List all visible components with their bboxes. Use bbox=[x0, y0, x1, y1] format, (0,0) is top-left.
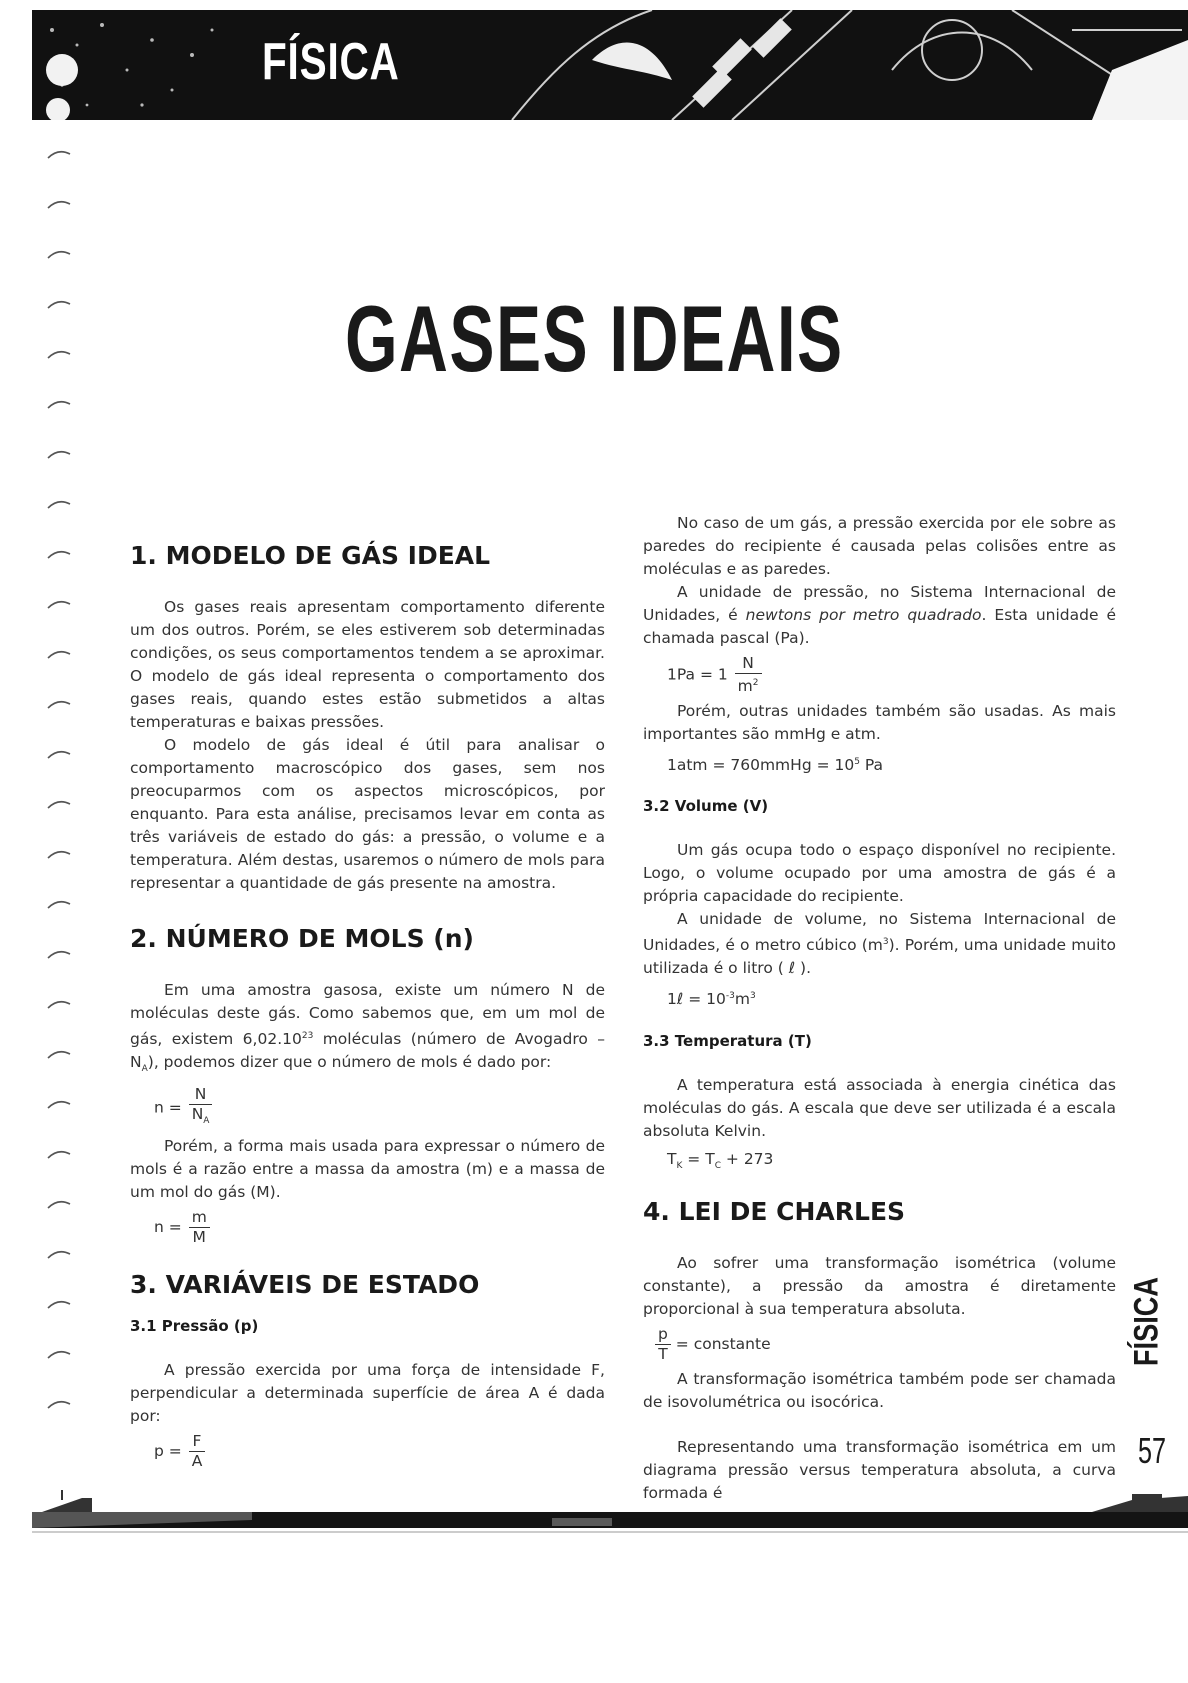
header-banner bbox=[32, 10, 1188, 120]
section1-paragraph-2: O modelo de gás ideal é útil para analisar o comportamento macroscópico dos gases, sem nos preocuparmos com os aspectos microscópicos, por enquanto. Para esta análise, precisamos levar em conta as três variáveis de estado do gás: a pressão, o volume e a temperatura. Além destas, usaremos o número de mols para representar a quantidade de gás presente na amostra. bbox=[130, 736, 605, 892]
section1-paragraph-1: Os gases reais apresentam comportamento diferente um dos outros. Porém, se eles estiverem sob determinadas condições, os seus comportamentos tendem a se aproximar. O modelo de gás ideal representa o comportamento dos gases reais, quando estes estão submetidos a altas temperaturas e baixas pressões. bbox=[130, 598, 605, 731]
footer-band bbox=[32, 1490, 1188, 1560]
subsection-heading-3-2: 3.2 Volume (V) bbox=[643, 797, 769, 816]
subsection-heading-3-1: 3.1 Pressão (p) bbox=[130, 1317, 259, 1336]
section-heading-3: 3. VARIÁVEIS DE ESTADO bbox=[130, 1270, 480, 1300]
pressure-paragraph-1: No caso de um gás, a pressão exercida por ele sobre as paredes do recipiente é causada pelas colisões entre as moléculas e as paredes. bbox=[643, 514, 1116, 578]
charles-paragraph-1: Ao sofrer uma transformação isométrica (volume constante), a pressão da amostra é diretamente proporcional à sua temperatura absoluta. bbox=[643, 1253, 1116, 1318]
section-heading-1: 1. MODELO DE GÁS IDEAL bbox=[130, 541, 491, 570]
formula-kelvin: $T_K = T_C + 273$ bbox=[667, 1149, 774, 1171]
page-number: 57 bbox=[1138, 1430, 1167, 1471]
temperature-paragraph-1: A temperatura está associada à energia cinética das moléculas do gás. A escala que deve ser utilizada é a escala absoluta Kelvin. bbox=[643, 1075, 1116, 1140]
left-column bbox=[130, 540, 605, 1475]
formula-charles: $\frac{p}{T}$ = constante bbox=[643, 1325, 1116, 1364]
page-title: GASES IDEAIS bbox=[344, 286, 844, 391]
charles-paragraph-3: Representando uma transformação isométrica em um diagrama pressão versus temperatura absoluta, a curva formada é bbox=[643, 1437, 1116, 1502]
pressure-paragraph-3: Porém, outras unidades também são usadas. As mais importantes são mmHg e atm. bbox=[643, 702, 1116, 744]
section2-paragraph-1: Em uma amostra gasosa, existe um número N de moléculas deste gás. Como sabemos que, em um mol de gás, existem 6,02.10$^{23}$ moléculas (número de Avogadro – $N_A$), podemos dizer que o número de mols é dado por: bbox=[130, 981, 605, 1075]
pressure-paragraph-2: A unidade de pressão, no Sistema Internacional de Unidades, é newtons por metro quadrado. Esta unidade é chamada pascal (Pa). bbox=[643, 583, 1117, 647]
subsection-heading-3-3: 3.3 Temperatura (T) bbox=[643, 1031, 812, 1050]
volume-paragraph-2: A unidade de volume, no Sistema Internacional de Unidades, é o metro cúbico $(m^3)$. Porém, uma unidade muito utilizada é o litro ( ℓ ). bbox=[643, 910, 1116, 978]
formula-mols-mass: n = $\frac{m}{M}$ bbox=[130, 1208, 605, 1247]
formula-litre: 1ℓ = $10^{-3}m^3$ bbox=[667, 990, 756, 1009]
charles-paragraph-2: A transformação isométrica também pode ser chamada de isovolumétrica ou isocórica. bbox=[643, 1369, 1116, 1411]
formula-pressure: p = $\frac{F}{A}$ bbox=[130, 1432, 605, 1471]
formula-atm: 1atm = 760mmHg = $10^5$ Pa bbox=[667, 756, 884, 775]
formula-mols-avogadro: n = $\frac{N}{N_A}$ bbox=[130, 1085, 605, 1131]
section-heading-4: 4. LEI DE CHARLES bbox=[643, 1196, 906, 1226]
banner-artwork bbox=[32, 10, 1188, 120]
section2-paragraph-2: Porém, a forma mais usada para expressar o número de mols é a razão entre a massa da amostra (m) e a massa de um mol do gás (M). bbox=[130, 1137, 605, 1202]
formula-pascal: 1Pa = 1 $\frac{N}{m^2}$ bbox=[643, 654, 1116, 696]
right-column bbox=[643, 512, 1116, 1505]
header-subject: FÍSICA bbox=[262, 33, 400, 91]
section-heading-2: 2. NÚMERO DE MOLS (n) bbox=[130, 924, 474, 953]
side-subject-label: FÍSICA bbox=[1127, 1276, 1166, 1367]
volume-paragraph-1: Um gás ocupa todo o espaço disponível no recipiente. Logo, o volume ocupado por uma amostra de gás é a própria capacidade do recipiente. bbox=[643, 841, 1116, 906]
section31-paragraph-1: A pressão exercida por uma força de intensidade F, perpendicular a determinada superfície de área A é dada por: bbox=[130, 1361, 605, 1426]
